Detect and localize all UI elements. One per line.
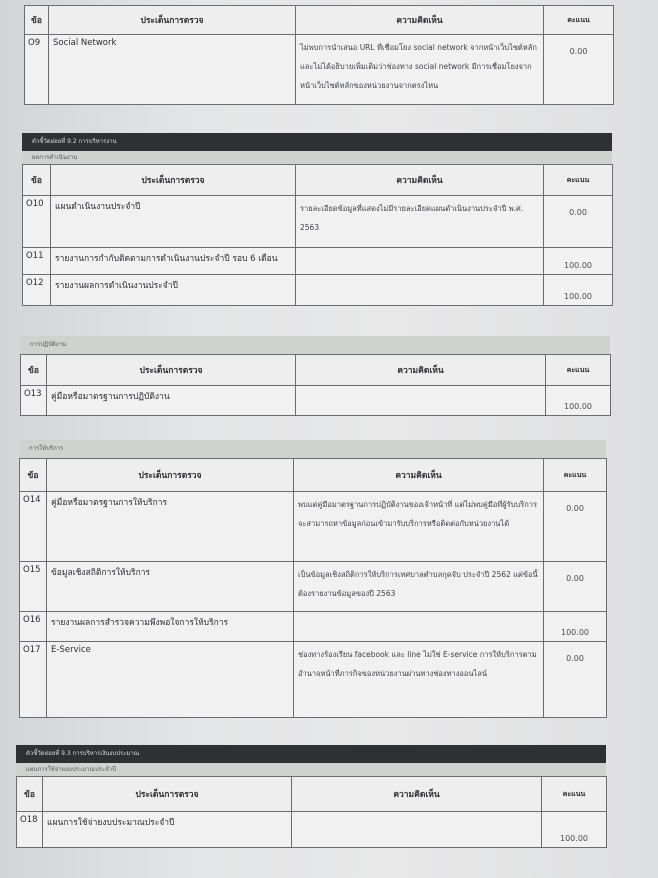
header-comment: ความคิดเห็น <box>292 777 542 812</box>
header-score: คะแนน <box>544 165 613 196</box>
section-9-2 <box>22 133 612 306</box>
item-score: 0.00 <box>544 562 607 612</box>
item-comment: ไม่พบการนำเสนอ URL ที่เชื่อมโยง social network จากหน้าเว็บไซต์หลัก และไม่ได้อธิบายเพิ่มเติมว่าช่องทาง social network มีการเชื่อมโยงจากหน้าเว็บไซต์หลักของหน่วยงานจากตรงไหน <box>296 35 544 105</box>
subsection-title: แผนการใช้จ่ายงบประมาณประจำปี <box>16 763 606 776</box>
section-bar: ตัวชี้วัดย่อยที่ 9.2 การบริหารงาน <box>22 133 612 151</box>
table-row <box>21 386 611 416</box>
table-row <box>25 35 614 105</box>
item-comment <box>296 275 544 306</box>
header-score: คะแนน <box>542 777 607 812</box>
header-no: ข้อ <box>21 355 47 386</box>
item-score: 0.00 <box>544 492 607 562</box>
item-score: 100.00 <box>542 812 607 848</box>
header-issue: ประเด็นการตรวจ <box>43 777 292 812</box>
header-score: คะแนน <box>544 459 607 492</box>
table-header <box>20 459 607 492</box>
item-issue: รายงานผลการสำรวจความพึงพอใจการให้บริการ <box>47 612 294 642</box>
item-score: 100.00 <box>546 386 611 416</box>
section-bar: ตัวชี้วัดย่อยที่ 9.3 การบริหารเงินงบประมาณ <box>16 745 606 763</box>
item-comment: พบแต่คู่มือมาตรฐานการปฏิบัติงานของเจ้าหน้าที่ แต่ไม่พบคู่มือที่ผู้รับบริการจะสามารถหาข้อมูลก่อนเข้ามารับบริการหรือติดต่อกับหน่วยงานได้ <box>294 492 544 562</box>
subsection-title: ผลการดำเนินงาน <box>22 151 612 164</box>
item-comment: เป็นข้อมูลเชิงสถิติการให้บริการเทศบาลตำบลกุดจับ ประจำปี 2562 แต่ข้อนี้ต้องรายงานข้อมูลของปี 2563 <box>294 562 544 612</box>
table-row <box>20 642 607 718</box>
item-id: O16 <box>20 612 47 642</box>
table-header <box>23 165 613 196</box>
item-score: 100.00 <box>544 248 613 275</box>
item-id: O13 <box>21 386 47 416</box>
table-row <box>23 196 613 248</box>
header-comment: ความคิดเห็น <box>294 459 544 492</box>
item-id: O9 <box>25 35 49 105</box>
header-no: ข้อ <box>23 165 51 196</box>
item-score: 100.00 <box>544 275 613 306</box>
item-score: 0.00 <box>544 196 613 248</box>
table-row <box>20 492 607 562</box>
header-no: ข้อ <box>20 459 47 492</box>
table-row <box>23 275 613 306</box>
item-score: 100.00 <box>544 612 607 642</box>
header-comment: ความคิดเห็น <box>296 6 544 35</box>
table-row <box>23 248 613 275</box>
table-row <box>20 562 607 612</box>
item-comment <box>296 248 544 275</box>
item-issue: ข้อมูลเชิงสถิติการให้บริการ <box>47 562 294 612</box>
item-comment <box>296 386 546 416</box>
item-issue: คู่มือหรือมาตรฐานการปฏิบัติงาน <box>47 386 296 416</box>
subsection-title: การให้บริการ <box>19 440 606 458</box>
item-issue: คู่มือหรือมาตรฐานการให้บริการ <box>47 492 294 562</box>
table-header <box>21 355 611 386</box>
item-id: O17 <box>20 642 47 718</box>
section-services <box>19 440 606 718</box>
item-comment <box>292 812 542 848</box>
item-issue: รายงานผลการดำเนินงานประจำปี <box>51 275 296 306</box>
assessment-table-o9 <box>24 5 613 105</box>
item-comment: รายละเอียดข้อมูลที่แสดงไม่มีรายละเอียดแผนดำเนินงานประจำปี พ.ศ. 2563 <box>296 196 544 248</box>
header-issue: ประเด็นการตรวจ <box>47 459 294 492</box>
item-issue: แผนดำเนินงานประจำปี <box>51 196 296 248</box>
header-issue: ประเด็นการตรวจ <box>47 355 296 386</box>
item-issue: แผนการใช้จ่ายงบประมาณประจำปี <box>43 812 292 848</box>
header-comment: ความคิดเห็น <box>296 355 546 386</box>
item-id: O11 <box>23 248 51 275</box>
item-issue: Social Network <box>49 35 296 105</box>
subsection-title: การปฏิบัติงาน <box>20 336 610 354</box>
section-9-3 <box>16 745 606 848</box>
item-id: O14 <box>20 492 47 562</box>
item-issue: E-Service <box>47 642 294 718</box>
item-score: 0.00 <box>544 35 614 105</box>
header-score: คะแนน <box>544 6 614 35</box>
table-row <box>17 812 607 848</box>
item-comment: ช่องทางร้องเรียน facebook และ line ไม่ใช่ E-service การให้บริการตามอำนาจหน้าที่ภารกิจของหน่วยงานผ่านทางช่องทางออนไลน์ <box>294 642 544 718</box>
header-issue: ประเด็นการตรวจ <box>51 165 296 196</box>
table-header <box>17 777 607 812</box>
item-issue: รายงานการกำกับติดตามการดำเนินงานประจำปี รอบ 6 เดือน <box>51 248 296 275</box>
item-id: O18 <box>17 812 43 848</box>
table-header <box>25 6 614 35</box>
item-id: O12 <box>23 275 51 306</box>
header-issue: ประเด็นการตรวจ <box>49 6 296 35</box>
item-score: 0.00 <box>544 642 607 718</box>
item-id: O10 <box>23 196 51 248</box>
item-comment <box>294 612 544 642</box>
header-no: ข้อ <box>25 6 49 35</box>
header-score: คะแนน <box>546 355 611 386</box>
section-operations <box>20 336 610 416</box>
header-no: ข้อ <box>17 777 43 812</box>
header-comment: ความคิดเห็น <box>296 165 544 196</box>
item-id: O15 <box>20 562 47 612</box>
table-row <box>20 612 607 642</box>
